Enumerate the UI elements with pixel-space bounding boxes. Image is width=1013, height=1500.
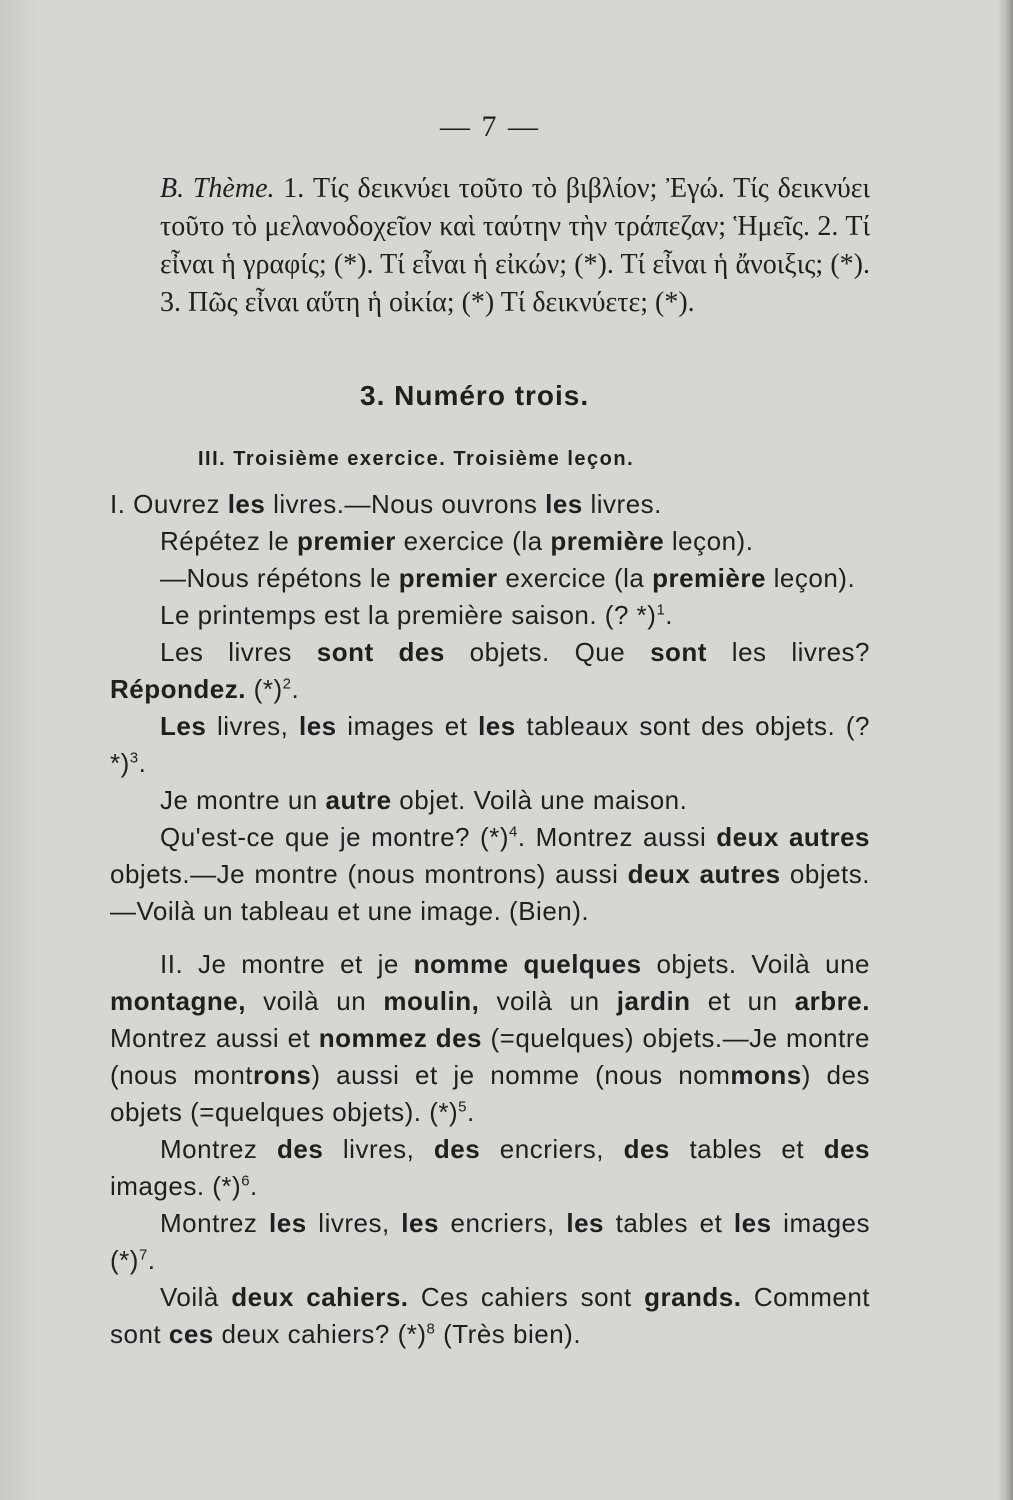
lesson-paragraph: Les livres sont des objets. Que sont les livres? Répondez. $(*)^2$.: [110, 637, 870, 704]
theme-label: B. Thème.: [160, 173, 275, 204]
lesson-paragraph: —Nous répétons le premier exercice (la première leçon).: [160, 563, 856, 593]
lesson-body: [110, 486, 870, 1353]
greek-theme-exercise: [160, 170, 870, 322]
section-title: 3. Numéro trois.: [360, 380, 590, 411]
lesson-paragraph: Le printemps est la première saison. (? *)$^1$.: [160, 600, 674, 630]
theme-text: 1. Τίς δεικνύει τοῦτο τὸ βιβλίον; Ἐγώ. Τίς δεικνύει τοῦτο τὸ μελανοδοχεῖον καὶ ταύτην τὴν τράπεζαν; Ἡμεῖς. 2. Τί εἶναι ἡ γραφίς; (*). Τί εἶναι ἡ εἰκών; (*). Τί εἶναι ἡ ἄνοιξις; (*). 3. Πῶς εἶναι αὕτη ἡ οἰκία; (*) Τί δεικνύετε; (*).: [160, 173, 871, 318]
exercise-title: III. Troisième exercice. Troisième leçon.: [198, 448, 635, 470]
page-edge: [997, 0, 1013, 1500]
page-number: — 7 —: [440, 110, 540, 143]
lesson-paragraph: Je montre un autre objet. Voilà une maison.: [160, 785, 688, 815]
lesson-paragraph: Les livres, les images et les tableaux sont des objets. (? *)$^3$.: [110, 711, 871, 778]
lesson-paragraph: Voilà deux cahiers. Ces cahiers sont grands. Comment sont ces deux cahiers? $(*)^8$ (Très bien).: [110, 1282, 871, 1349]
lesson-paragraph: II. Je montre et je nomme quelques objets. Voilà une montagne, voilà un moulin, voilà un jardin et un arbre. Montrez aussi et nommez des (=quelques) objets.—Je montre (nous montrons) aussi et je nomme (nous nommons) des objets (=quelques objets). $(*)^5$.: [110, 949, 870, 1127]
lesson-paragraph: I. Ouvrez les livres.—Nous ouvrons les livres.: [110, 489, 662, 519]
lesson-paragraph: Qu'est-ce que je montre? $(*)^4$. Montrez aussi deux autres objets.—Je montre (nous montrons) aussi deux autres objets.—Voilà un tableau et une image. (Bien).: [110, 822, 871, 926]
lesson-paragraph: Montrez les livres, les encriers, les tables et les images $(*)^7$.: [110, 1208, 870, 1275]
lesson-paragraph: Répétez le premier exercice (la première leçon).: [160, 526, 754, 556]
gutter-shadow: [0, 0, 40, 1500]
lesson-paragraph: Montrez des livres, des encriers, des tables et des images. $(*)^6$.: [110, 1134, 870, 1201]
